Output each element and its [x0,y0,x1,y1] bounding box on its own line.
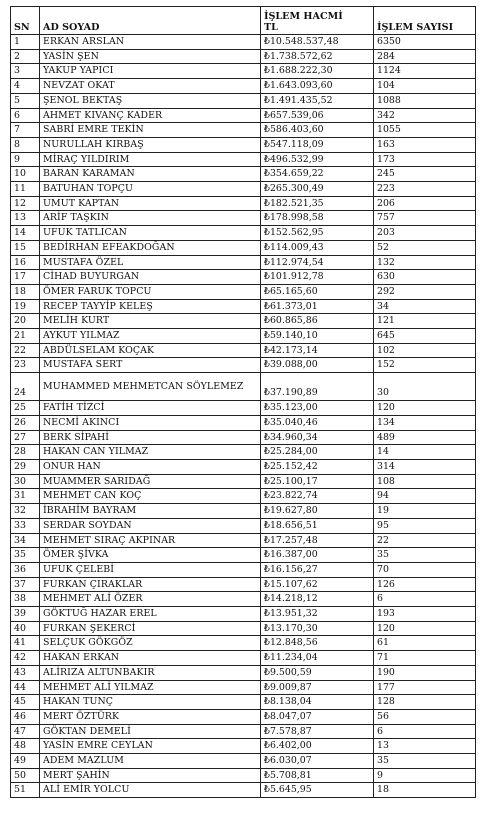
row-sn: 15 [11,240,40,255]
row-count: 1124 [374,64,476,79]
table-row [11,709,476,724]
table-row [11,665,476,680]
row-name: ARİF TAŞKIN [40,211,261,226]
row-name: ABDÜLSELAM KOÇAK [40,343,261,358]
row-name: ALİ EMİR YOLCU [40,783,261,798]
row-name: ADEM MAZLUM [40,754,261,769]
row-count: 34 [374,299,476,314]
table-row [11,182,476,197]
table-row [11,211,476,226]
row-count: 645 [374,329,476,344]
table-row [11,137,476,152]
row-amount: ₺1.738.572,62 [261,49,374,64]
row-amount: ₺10.548.537,48 [261,35,374,50]
row-name: MEHMET CAN KOÇ [40,489,261,504]
row-amount: ₺13.170,30 [261,621,374,636]
table-row [11,577,476,592]
row-amount: ₺34.960,34 [261,430,374,445]
table-row [11,445,476,460]
row-amount: ₺496.532,99 [261,152,374,167]
row-sn: 44 [11,680,40,695]
header-amount [261,7,374,35]
row-sn: 11 [11,182,40,197]
row-sn: 40 [11,621,40,636]
row-name: BATUHAN TOPÇU [40,182,261,197]
row-amount: ₺18.656,51 [261,518,374,533]
row-amount: ₺5.645,95 [261,783,374,798]
row-count: 128 [374,695,476,710]
row-count: 52 [374,240,476,255]
row-count: 104 [374,79,476,94]
table-row [11,680,476,695]
row-amount: ₺182.521,35 [261,196,374,211]
row-sn: 27 [11,430,40,445]
row-sn: 32 [11,504,40,519]
row-count: 61 [374,636,476,651]
row-count: 489 [374,430,476,445]
row-sn: 37 [11,577,40,592]
table-row [11,739,476,754]
row-sn: 34 [11,533,40,548]
row-count: 6350 [374,35,476,50]
row-sn: 30 [11,474,40,489]
row-count: 120 [374,621,476,636]
transactions-table [10,6,476,798]
row-name: UFUK ÇELEBİ [40,562,261,577]
table-row [11,783,476,798]
row-sn: 48 [11,739,40,754]
row-name: BERK SİPAHİ [40,430,261,445]
row-count: 152 [374,358,476,373]
row-sn: 20 [11,314,40,329]
row-count: 342 [374,108,476,123]
row-amount: ₺586.403,60 [261,123,374,138]
row-amount: ₺15.107,62 [261,577,374,592]
table-row [11,621,476,636]
row-amount: ₺14.218,12 [261,592,374,607]
row-name: YASİN ŞEN [40,49,261,64]
row-sn: 51 [11,783,40,798]
row-name: FURKAN ŞEKERCİ [40,621,261,636]
row-amount: ₺657.539,06 [261,108,374,123]
row-count: 22 [374,533,476,548]
row-name: ÖMER ŞİVKA [40,548,261,563]
row-amount: ₺19.627,80 [261,504,374,519]
row-name: GÖKTUĞ HAZAR EREL [40,607,261,622]
row-name: SERDAR SOYDAN [40,518,261,533]
row-name: ÖMER FARUK TOPCU [40,284,261,299]
row-amount: ₺16.387,00 [261,548,374,563]
row-sn: 35 [11,548,40,563]
row-amount: ₺61.373,01 [261,299,374,314]
row-count: 1055 [374,123,476,138]
table-row [11,415,476,430]
table-row [11,167,476,182]
table-row [11,270,476,285]
row-count: 132 [374,255,476,270]
row-amount: ₺112.974,54 [261,255,374,270]
table-row [11,533,476,548]
row-name: MEHMET SIRAÇ AKPINAR [40,533,261,548]
row-count: 14 [374,445,476,460]
row-sn: 9 [11,152,40,167]
row-name: NEVZAT OKAT [40,79,261,94]
row-amount: ₺9.500,59 [261,665,374,680]
row-count: 19 [374,504,476,519]
table-row [11,548,476,563]
table-row [11,329,476,344]
row-name: MELİH KURT [40,314,261,329]
row-sn: 38 [11,592,40,607]
header-name: AD SOYAD [40,7,261,35]
row-amount: ₺25.152,42 [261,459,374,474]
row-amount: ₺23.822,74 [261,489,374,504]
row-amount: ₺7.578,87 [261,724,374,739]
row-count: 94 [374,489,476,504]
row-sn: 2 [11,49,40,64]
row-name: RECEP TAYYİP KELEŞ [40,299,261,314]
row-count: 314 [374,459,476,474]
row-amount: ₺25.284,00 [261,445,374,460]
table-row [11,401,476,416]
row-amount: ₺35.123,00 [261,401,374,416]
row-amount: ₺16.156,27 [261,562,374,577]
table-row [11,695,476,710]
row-amount: ₺37.190,89 [261,373,374,401]
row-amount: ₺265.300,49 [261,182,374,197]
table-row [11,651,476,666]
row-name: SABRİ EMRE TEKİN [40,123,261,138]
row-count: 163 [374,137,476,152]
row-sn: 29 [11,459,40,474]
row-count: 13 [374,739,476,754]
table-row [11,284,476,299]
row-sn: 42 [11,651,40,666]
row-sn: 17 [11,270,40,285]
row-amount: ₺8.047,07 [261,709,374,724]
row-count: 245 [374,167,476,182]
row-sn: 39 [11,607,40,622]
row-amount: ₺1.491.435,52 [261,93,374,108]
table-row [11,373,476,401]
row-name: AYKUT YILMAZ [40,329,261,344]
row-count: 193 [374,607,476,622]
row-count: 6 [374,724,476,739]
row-count: 126 [374,577,476,592]
row-amount: ₺13.951,32 [261,607,374,622]
row-count: 203 [374,226,476,241]
table-row [11,314,476,329]
row-name: MUAMMER SARIDAĞ [40,474,261,489]
table-row [11,518,476,533]
table-row [11,768,476,783]
row-name: FURKAN ÇIRAKLAR [40,577,261,592]
row-name: MEHMET ALİ YILMAZ [40,680,261,695]
row-sn: 45 [11,695,40,710]
row-sn: 36 [11,562,40,577]
row-count: 35 [374,548,476,563]
row-count: 630 [374,270,476,285]
row-sn: 10 [11,167,40,182]
row-amount: ₺17.257,48 [261,533,374,548]
row-sn: 12 [11,196,40,211]
row-count: 121 [374,314,476,329]
table-row [11,754,476,769]
row-amount: ₺65.165,60 [261,284,374,299]
row-count: 190 [374,665,476,680]
row-name: SELÇUK GÖKGÖZ [40,636,261,651]
table-row [11,299,476,314]
row-sn: 4 [11,79,40,94]
row-amount: ₺35.040,46 [261,415,374,430]
row-name: ERKAN ARSLAN [40,35,261,50]
table-body [11,35,476,798]
row-count: 35 [374,754,476,769]
row-sn: 47 [11,724,40,739]
table-row [11,343,476,358]
row-count: 757 [374,211,476,226]
table-row [11,49,476,64]
table-row [11,504,476,519]
row-sn: 7 [11,123,40,138]
row-amount: ₺6.030,07 [261,754,374,769]
row-amount: ₺25.100,17 [261,474,374,489]
row-name: MİRAÇ YILDIRIM [40,152,261,167]
header-row [11,7,476,35]
row-sn: 46 [11,709,40,724]
row-sn: 28 [11,445,40,460]
row-name: HAKAN TUNÇ [40,695,261,710]
row-name: NECMİ AKINCI [40,415,261,430]
row-name: MERT ÖZTÜRK [40,709,261,724]
row-sn: 31 [11,489,40,504]
table-row [11,35,476,50]
row-count: 71 [374,651,476,666]
row-name: HAKAN ERKAN [40,651,261,666]
row-sn: 33 [11,518,40,533]
table-row [11,430,476,445]
row-count: 177 [374,680,476,695]
table-row [11,636,476,651]
row-amount: ₺8.138,04 [261,695,374,710]
row-count: 95 [374,518,476,533]
row-count: 30 [374,373,476,401]
row-amount: ₺12.848,56 [261,636,374,651]
table-row [11,607,476,622]
row-count: 18 [374,783,476,798]
row-amount: ₺101.912,78 [261,270,374,285]
row-sn: 14 [11,226,40,241]
row-name: HAKAN CAN YILMAZ [40,445,261,460]
row-sn: 41 [11,636,40,651]
row-name: İBRAHİM BAYRAM [40,504,261,519]
row-name: YASİN EMRE CEYLAN [40,739,261,754]
row-sn: 23 [11,358,40,373]
header-amount-line2: TL [264,22,278,33]
row-name: UMUT KAPTAN [40,196,261,211]
table-row [11,196,476,211]
row-count: 134 [374,415,476,430]
row-sn: 18 [11,284,40,299]
row-name: UFUK TATLICAN [40,226,261,241]
row-sn: 19 [11,299,40,314]
row-amount: ₺39.088,00 [261,358,374,373]
row-name: CİHAD BUYURGAN [40,270,261,285]
row-name: MUHAMMED MEHMETCAN SÖYLEMEZ [40,373,261,401]
table-row [11,489,476,504]
row-sn: 22 [11,343,40,358]
row-sn: 16 [11,255,40,270]
row-sn: 26 [11,415,40,430]
row-name: MERT ŞAHİN [40,768,261,783]
header-sn: SN [11,7,40,35]
row-name: BEDİRHAN EFEAKDOĞAN [40,240,261,255]
row-sn: 6 [11,108,40,123]
row-amount: ₺42.173,14 [261,343,374,358]
row-amount: ₺60.865,86 [261,314,374,329]
row-count: 6 [374,592,476,607]
row-name: FATİH TİZCİ [40,401,261,416]
row-amount: ₺114.009,43 [261,240,374,255]
table-header [11,7,476,35]
table-row [11,562,476,577]
row-amount: ₺152.562,95 [261,226,374,241]
header-amount-line1: İŞLEM HACMİ [264,11,343,22]
row-sn: 8 [11,137,40,152]
row-amount: ₺9.009,87 [261,680,374,695]
header-count: İŞLEM SAYISI [374,7,476,35]
row-count: 206 [374,196,476,211]
row-sn: 43 [11,665,40,680]
row-name: ONUR HAN [40,459,261,474]
table-row [11,93,476,108]
table-row [11,64,476,79]
row-count: 102 [374,343,476,358]
row-amount: ₺178.998,58 [261,211,374,226]
row-count: 70 [374,562,476,577]
ranking-sheet [10,6,475,798]
table-row [11,459,476,474]
row-count: 173 [374,152,476,167]
row-amount: ₺11.234,04 [261,651,374,666]
table-row [11,123,476,138]
table-row [11,724,476,739]
row-name: YAKUP YAPICI [40,64,261,79]
row-name: MUSTAFA SERT [40,358,261,373]
table-row [11,79,476,94]
row-sn: 25 [11,401,40,416]
table-row [11,358,476,373]
table-row [11,152,476,167]
table-row [11,474,476,489]
row-count: 223 [374,182,476,197]
table-row [11,108,476,123]
row-sn: 5 [11,93,40,108]
table-row [11,240,476,255]
row-name: NURULLAH KIRBAŞ [40,137,261,152]
row-count: 284 [374,49,476,64]
row-sn: 50 [11,768,40,783]
row-name: MEHMET ALİ ÖZER [40,592,261,607]
row-sn: 13 [11,211,40,226]
row-name: MUSTAFA ÖZEL [40,255,261,270]
row-sn: 1 [11,35,40,50]
row-name: ALİRIZA ALTUNBAKIR [40,665,261,680]
row-amount: ₺5.708,81 [261,768,374,783]
row-amount: ₺547.118,09 [261,137,374,152]
row-amount: ₺1.643.093,60 [261,79,374,94]
row-sn: 21 [11,329,40,344]
row-amount: ₺6.402,00 [261,739,374,754]
table-row [11,592,476,607]
table-row [11,226,476,241]
row-amount: ₺59.140,10 [261,329,374,344]
row-amount: ₺354.659,22 [261,167,374,182]
row-count: 108 [374,474,476,489]
row-count: 292 [374,284,476,299]
row-name: BARAN KARAMAN [40,167,261,182]
row-name: GÖKTAN DEMELİ [40,724,261,739]
row-sn: 3 [11,64,40,79]
row-sn: 49 [11,754,40,769]
row-count: 120 [374,401,476,416]
row-count: 1088 [374,93,476,108]
row-name: ŞENOL BEKTAŞ [40,93,261,108]
row-count: 56 [374,709,476,724]
row-sn: 24 [11,373,40,401]
table-row [11,255,476,270]
row-name: AHMET KIVANÇ KADER [40,108,261,123]
row-amount: ₺1.688.222,30 [261,64,374,79]
row-count: 9 [374,768,476,783]
